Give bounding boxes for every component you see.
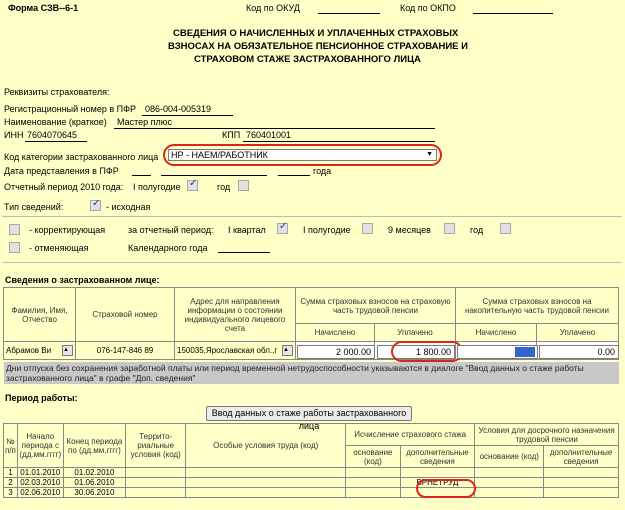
h1-label: I полугодие — [303, 225, 351, 235]
fund-accrued-header: Начислено — [456, 324, 537, 342]
work-table — [3, 423, 619, 498]
info-type-label: Тип сведений: — [4, 202, 64, 212]
kpp-value[interactable]: 760401001 — [246, 130, 292, 140]
for-period-label: за отчетный период: — [128, 225, 214, 235]
insurer-section-label: Реквизиты страхователя: — [4, 87, 110, 97]
m9-checkbox[interactable] — [444, 223, 455, 234]
ins-paid-highlight — [391, 341, 463, 362]
corrective-label: - корректирующая — [29, 225, 106, 235]
reg-number-value[interactable]: 086-004-005319 — [145, 104, 212, 114]
table-row[interactable]: 1 01.01.2010 01.02.2010 — [4, 468, 619, 478]
okpo-field[interactable] — [473, 13, 553, 14]
work-input-button[interactable]: Ввод данных о стаже работы застрахованного лица — [206, 406, 412, 421]
period-year-checkbox[interactable] — [238, 180, 249, 191]
col-start-header: Начало периода с (дд.мм.гггг) — [17, 424, 63, 468]
original-label: - исходная — [106, 202, 151, 212]
ins-accrued-input[interactable]: 2 000.00 — [297, 345, 375, 359]
form-title-line-3: СТРАХОВОМ СТАЖЕ ЗАСТРАХОВАННОГО ЛИЦА — [194, 54, 421, 65]
row-extra-value[interactable]: ВРНЕТРУД — [400, 478, 475, 488]
calc-basis-header: основание (код) — [346, 446, 401, 468]
q1-label: I квартал — [228, 225, 266, 235]
submission-year-field[interactable] — [278, 175, 310, 176]
col-territory-header: Террито-риальные условия (код) — [126, 424, 186, 468]
category-label: Код категории застрахованного лица — [4, 152, 159, 162]
kpp-label: КПП — [222, 130, 241, 140]
extra-highlight — [416, 479, 476, 498]
reg-number-label: Регистрационный номер в ПФР — [4, 104, 136, 114]
original-checkbox[interactable] — [90, 200, 101, 211]
fund-paid-header: Уплачено — [537, 324, 619, 342]
col-calc-header: Исчисление страхового стажа — [346, 424, 475, 446]
ins-accrued-header: Начислено — [296, 324, 375, 342]
table-row[interactable]: 3 02.06.2010 30.06.2010 — [4, 488, 619, 498]
okpo-label: Код по ОКПО — [400, 3, 456, 13]
inn-label: ИНН — [4, 130, 24, 140]
person-address[interactable]: 150035,Ярославская обл.,г — [177, 346, 278, 355]
col-insurance-header: Сумма страховых взносов на страховую часть трудовой пенсии — [296, 288, 456, 324]
cancelling-checkbox[interactable] — [9, 242, 20, 253]
col-address-header: Адрес для направления информации о состоянии индивидуального лицевого счета — [175, 288, 296, 342]
person-section-title: Сведения о застрахованном лице: — [5, 275, 160, 285]
submission-year-label: года — [313, 166, 332, 176]
short-name-label: Наименование (краткое) — [4, 117, 107, 127]
fund-accrued-selection — [515, 347, 535, 357]
ins-paid-input[interactable]: 1 800.00 — [377, 345, 455, 359]
calendar-year-label: Календарного года — [128, 243, 208, 253]
cancelling-label: - отменяющая — [29, 243, 89, 253]
calc-extra-header: дополнительные сведения — [400, 446, 475, 468]
col-fio-header: Фамилия, Имя, Отчество — [4, 288, 76, 342]
table-row[interactable]: 2 02.03.2010 01.06.2010 ВРНЕТРУД — [4, 478, 619, 488]
form-name: Форма СЗВ--6-1 — [8, 3, 79, 13]
period-year-label: год — [217, 182, 231, 192]
submission-date-label: Дата представления в ПФР — [4, 166, 119, 176]
col-num-header: № п/п — [4, 424, 18, 468]
col-special-header: Особые условия труда (код) — [186, 424, 346, 468]
form-title-line-2: ВЗНОСАХ НА ОБЯЗАТЕЛЬНОЕ ПЕНСИОННОЕ СТРАХОВАНИЕ И — [168, 41, 468, 52]
period-label: Отчетный период 2010 года: — [4, 182, 124, 192]
fund-paid-input[interactable]: 0.00 — [539, 345, 619, 359]
period-half-checkbox[interactable] — [187, 180, 198, 191]
early-extra-header: дополнительные сведения — [544, 446, 619, 468]
early-basis-header: основание (код) — [475, 446, 544, 468]
okud-label: Код по ОКУД — [246, 3, 300, 13]
person-note: Дни отпуска без сохранения заработной платы или период временной нетрудоспособности указываются в диалоге "Ввод данных о стаже работы застрахованного лица" в графе "Доп. сведения" — [4, 362, 619, 384]
corrective-checkbox[interactable] — [9, 224, 20, 235]
submission-day-field[interactable] — [132, 175, 151, 176]
col-early-header: Условия для досрочного назначения трудовой пенсии — [475, 424, 619, 446]
submission-month-field[interactable] — [161, 175, 267, 176]
dropdown-arrow-icon[interactable]: ▼ — [426, 151, 433, 158]
fio-dropdown-icon[interactable]: ▲ — [62, 345, 73, 356]
year-checkbox[interactable] — [500, 223, 511, 234]
q1-checkbox[interactable] — [277, 223, 288, 234]
ins-paid-header: Уплачено — [375, 324, 456, 342]
work-section-title: Период работы: — [5, 393, 78, 403]
period-half-label: I полугодие — [133, 182, 181, 192]
year-label: год — [470, 225, 484, 235]
m9-label: 9 месяцев — [388, 225, 431, 235]
category-value: НР - НАЕМ/РАБОТНИК — [171, 150, 268, 160]
h1-checkbox[interactable] — [362, 223, 373, 234]
col-funded-header: Сумма страховых взносов на накопительную часть трудовой пенсии — [456, 288, 619, 324]
person-snils[interactable]: 076-147-846 89 — [76, 342, 175, 360]
person-fio[interactable]: Абрамов Ви — [6, 346, 52, 355]
inn-value[interactable]: 7604070645 — [27, 130, 78, 140]
col-end-header: Конец периода по (дд.мм.гггг) — [63, 424, 125, 468]
form-title-line-1: СВЕДЕНИЯ О НАЧИСЛЕННЫХ И УПЛАЧЕННЫХ СТРАХОВЫХ — [173, 28, 459, 39]
short-name-value[interactable]: Мастер плюс — [117, 117, 173, 127]
col-snils-header: Страховой номер — [76, 288, 175, 342]
calendar-year-field[interactable] — [218, 252, 270, 253]
address-dropdown-icon[interactable]: ▲ — [282, 345, 293, 356]
okud-field[interactable] — [318, 13, 380, 14]
category-highlight — [163, 144, 442, 166]
